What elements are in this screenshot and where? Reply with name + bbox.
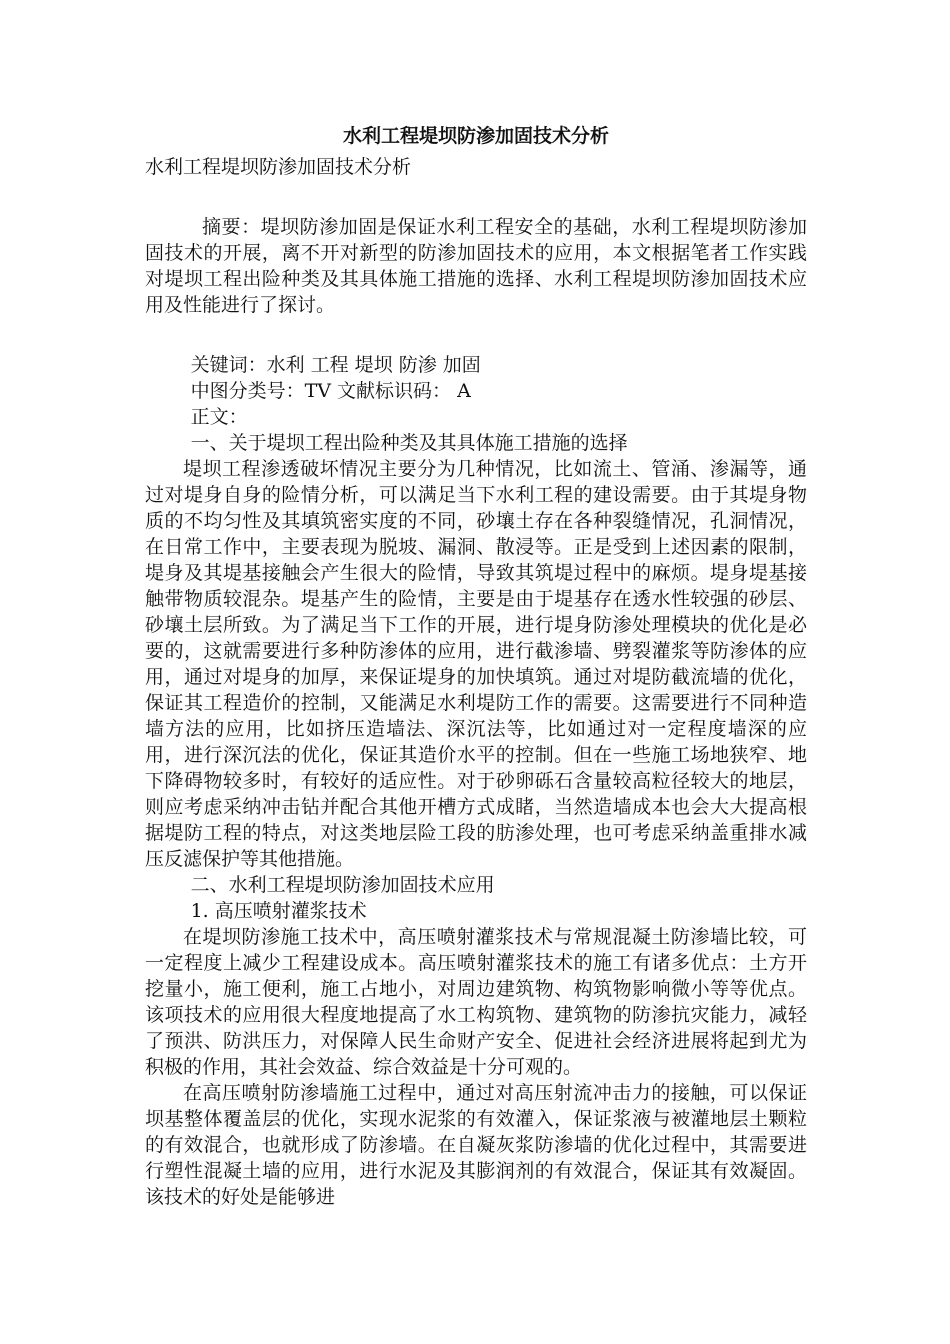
body-label: 正文：: [190, 406, 248, 428]
section-heading-2: 二、水利工程堤坝防渗加固技术应用: [190, 874, 495, 896]
document-subtitle: 水利工程堤坝防渗加固技术分析: [145, 156, 412, 178]
section-heading-1: 一、关于堤坝工程出险种类及其具体施工措施的选择: [190, 432, 628, 454]
spacer: [145, 180, 807, 214]
abstract-paragraph: 摘要：堤坝防渗加固是保证水利工程安全的基础，水利工程堤坝防渗加固技术的开展，离不开对新型的防渗加固技术的应用，本文根据笔者工作实践对堤坝工程出险种类及其具体施工措施的选择、水利工程堤坝防渗加固技术应用及性能进行了探讨。: [145, 216, 807, 316]
spacer: [145, 318, 807, 352]
subsection-heading-1: 1. 高压喷射灌浆技术: [190, 900, 367, 922]
keywords-line: 关键词：水利 工程 堤坝 防渗 加固: [190, 354, 481, 376]
subsection1-paragraph-2: 在高压喷射防渗墙施工过程中，通过对高压射流冲击力的接触，可以保证坝基整体覆盖层的优化，实现水泥浆的有效灌入，保证浆液与被灌地层土颗粒的有效混合，也就形成了防渗墙。在自凝灰浆防渗墙的优化过程中，其需要进行塑性混凝土墙的应用，进行水泥及其膨润剂的有效混合，保证其有效凝固。该技术的好处是能够进: [145, 1082, 807, 1208]
document-page: [145, 118, 807, 1210]
document-title: 水利工程堤坝防渗加固技术分析: [342, 125, 609, 147]
section1-paragraph: 堤坝工程渗透破坏情况主要分为几种情况，比如流土、管涌、渗漏等，通过对堤身自身的险情分析，可以满足当下水利工程的建设需要。由于其堤身物质的不均匀性及其填筑密实度的不同，砂壤土存在各种裂缝情况，孔洞情况，在日常工作中，主要表现为脱坡、漏洞、散浸等。正是受到上述因素的限制，堤身及其堤基接触会产生很大的险情，导致其筑堤过程中的麻烦。堤身堤基接触带物质较混杂。堤基产生的险情，主要是由于堤基存在透水性较强的砂层、砂壤土层所致。为了满足当下工作的开展，进行堤身防渗处理模块的优化是必要的，这就需要进行多种防渗体的应用，进行截渗墙、劈裂灌浆等防渗体的应用，通过对堤身的加厚，来保证堤身的加快填筑。通过对堤防截流墙的优化，保证其工程造价的控制，又能满足水利堤防工作的需要。这需要进行不同种造墙方法的应用，比如挤压造墙法、深沉法等，比如通过对一定程度墙深的应用，进行深沉法的优化，保证其造价水平的控制。但在一些施工场地狭窄、地下降碍物较多时，有较好的适应性。对于砂卵砾石含量较高粒径较大的地层，则应考虑采纳冲击钻并配合其他开槽方式成睹，当然造墙成本也会大大提高根据堤防工程的特点，对这类地层险工段的肪渗处理，也可考虑采纳盖重排水减压反滤保护等其他措施。: [145, 458, 807, 870]
subsection1-paragraph-1: 在堤坝防渗施工技术中，高压喷射灌浆技术与常规混凝土防渗墙比较，可一定程度上减少工程建设成本。高压喷射灌浆技术的施工有诸多优点：土方开挖量小，施工便利，施工占地小，对周边建筑物、构筑物影响微小等等优点。该项技术的应用很大程度地提高了水工构筑物、建筑物的防渗抗灾能力，减轻了预洪、防洪压力，对保障人民生命财产安全、促进社会经济进展将起到尤为积极的作用，其社会效益、综合效益是十分可观的。: [145, 926, 807, 1078]
classification-line: 中图分类号：TV 文献标识码： A: [190, 380, 471, 402]
